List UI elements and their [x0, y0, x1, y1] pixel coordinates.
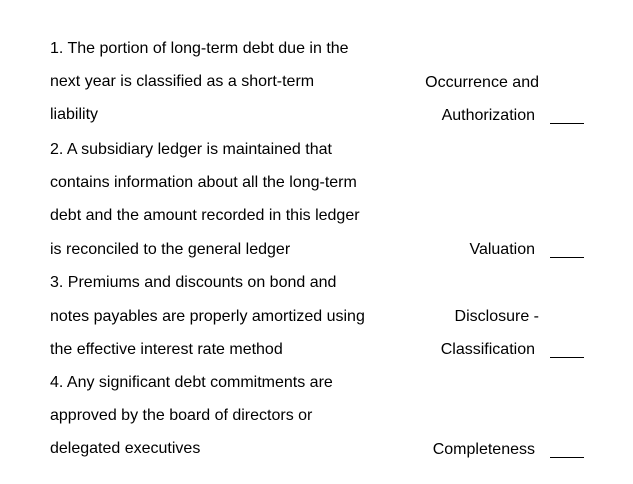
procedure-2-line-2: contains information about all the long-term: [50, 174, 357, 191]
procedure-4-line-3: delegated executives: [50, 440, 201, 457]
procedure-1-line-3: liability: [50, 106, 99, 123]
procedure-2-line-1: 2. A subsidiary ledger is maintained that: [50, 141, 332, 158]
procedure-3-line-1: 3. Premiums and discounts on bond and: [50, 274, 337, 291]
procedure-4-line-1: 4. Any significant debt commitments are: [50, 374, 333, 391]
assertion-2-answer-blank[interactable]: [550, 257, 584, 258]
assertion-3-line-1: Disclosure -: [454, 308, 539, 325]
procedure-3-line-2: notes payables are properly amortized using: [50, 308, 365, 325]
procedure-1-line-2: next year is classified as a short-term: [50, 73, 315, 90]
assertion-3-line-2: Classification: [440, 341, 535, 358]
procedure-3-line-3: the effective interest rate method: [50, 341, 283, 358]
assertion-3-answer-blank[interactable]: [550, 357, 584, 358]
assertion-1-line-1: Occurrence and: [425, 74, 539, 91]
procedure-2-line-3: debt and the amount recorded in this ledger: [50, 207, 360, 224]
assertion-4-line-1: Completeness: [432, 441, 535, 458]
assertion-2-line-1: Valuation: [469, 241, 535, 258]
procedure-4-line-2: approved by the board of directors or: [50, 407, 313, 424]
assertion-1-answer-blank[interactable]: [550, 123, 584, 124]
procedure-2-line-4: is reconciled to the general ledger: [50, 241, 291, 258]
procedure-1-line-1: 1. The portion of long-term debt due in the: [50, 40, 349, 57]
assertion-4-answer-blank[interactable]: [550, 457, 584, 458]
assertion-1-line-2: Authorization: [441, 107, 535, 124]
